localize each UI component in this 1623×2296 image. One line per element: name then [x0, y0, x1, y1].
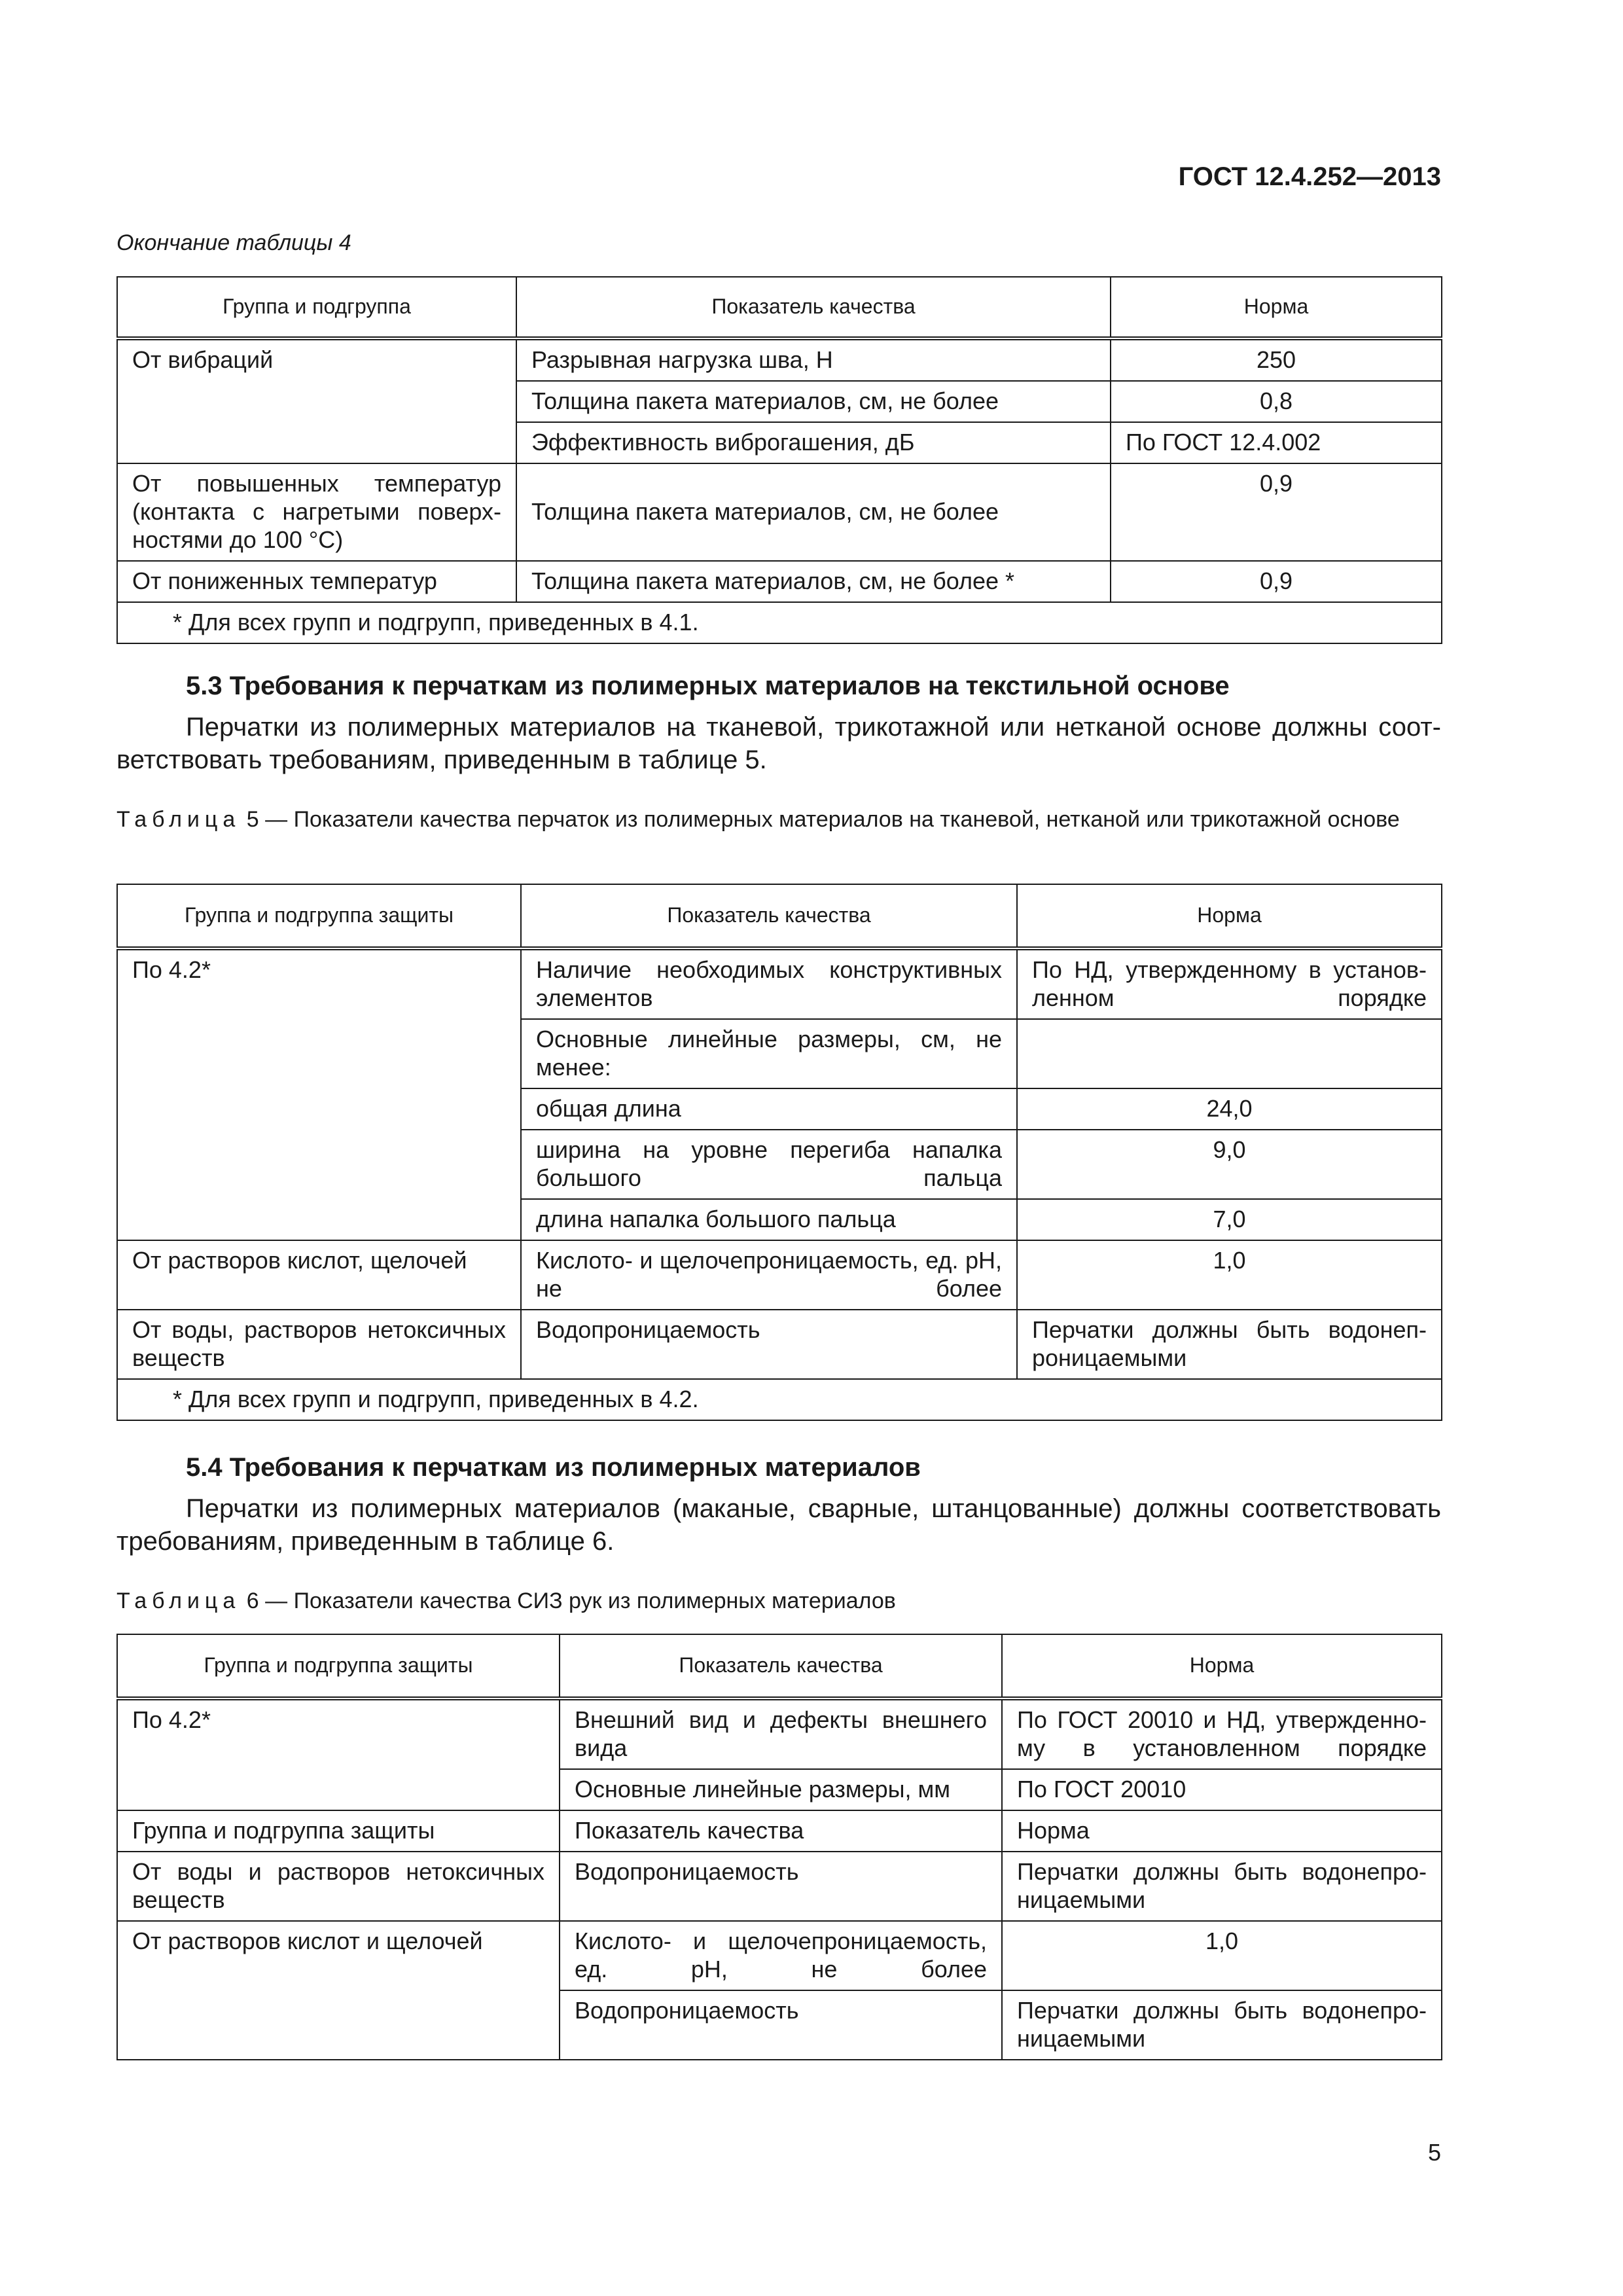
- section-paragraph-5-4: Перчатки из полимерных материалов (маканые, сварные, штанцованные) должны соответствовать требованиям, приведенным в таблице 6.: [116, 1494, 1441, 1556]
- table-row: [117, 1810, 1442, 1852]
- column-header-group: Группа и подгруппа защиты: [117, 884, 521, 948]
- indicator-cell: Толщина пакета материалов, см, не более *: [516, 561, 1111, 602]
- table-label: Таблица: [116, 1588, 241, 1613]
- indicator-cell: Основные линейные размеры, см, не менее:: [521, 1019, 1017, 1088]
- indicator-cell: Основные линейные размеры, мм: [560, 1769, 1002, 1810]
- indicator-cell: Толщина пакета материалов, см, не более: [516, 463, 1111, 561]
- norm-cell: Перчатки должны быть водонепроницаемыми: [1017, 1310, 1442, 1379]
- table4-continuation-caption: Окончание таблицы 4: [116, 230, 351, 255]
- norm-cell: 24,0: [1017, 1088, 1442, 1130]
- table-6: [116, 1634, 1442, 2060]
- column-header-norm: Норма: [1002, 1634, 1442, 1698]
- indicator-cell: длина напалка большого пальца: [521, 1199, 1017, 1240]
- group-cell: По 4.2*: [117, 948, 521, 1240]
- document-page: [116, 0, 1441, 2296]
- table-caption-text: 6 — Показатели качества СИЗ рук из полимерных материалов: [246, 1588, 896, 1613]
- table-footnote: * Для всех групп и подгрупп, приведенных в 4.2.: [117, 1379, 1442, 1420]
- table-row: [117, 1698, 1442, 1769]
- section-heading-5-4: 5.4 Требования к перчаткам из полимерных материалов: [186, 1453, 921, 1482]
- indicator-cell: Водопроницаемость: [560, 1990, 1002, 2060]
- norm-cell: Норма: [1002, 1810, 1442, 1852]
- table-caption-text: 5 — Показатели качества перчаток из полимерных материалов на тканевой, нетканой или трикотажной основе: [246, 807, 1400, 832]
- indicator-cell: Эффективность виброгашения, дБ: [516, 422, 1111, 463]
- norm-cell: 1,0: [1002, 1921, 1442, 1990]
- indicator-cell: Водопроницаемость: [521, 1310, 1017, 1379]
- norm-cell: 7,0: [1017, 1199, 1442, 1240]
- indicator-cell: Разрывная нагрузка шва, Н: [516, 338, 1111, 381]
- norm-cell: 0,8: [1111, 381, 1442, 422]
- column-header-indicator: Показатель качества: [560, 1634, 1002, 1698]
- norm-cell: 250: [1111, 338, 1442, 381]
- group-cell: От воды и растворов нетоксичных веществ: [117, 1852, 560, 1921]
- norm-cell: Перчатки должны быть водонепроницаемыми: [1002, 1852, 1442, 1921]
- table-row: [117, 1240, 1442, 1310]
- norm-cell: По ГОСТ 20010 и НД, утвержденному в установленном порядке: [1002, 1698, 1442, 1769]
- norm-cell: 0,9: [1111, 561, 1442, 602]
- table-row: [117, 561, 1442, 602]
- table-row: [117, 338, 1442, 381]
- norm-cell: По ГОСТ 12.4.002: [1111, 422, 1442, 463]
- table-4-continued: [116, 276, 1442, 644]
- table-footnote-row: [117, 602, 1442, 643]
- table-label: Таблица: [116, 807, 241, 832]
- table-5: [116, 884, 1442, 1421]
- norm-cell: [1017, 1019, 1442, 1088]
- group-cell: От повышенных температур (контакта с нагретыми поверхностями до 100 °С): [117, 463, 516, 561]
- group-cell: Группа и подгруппа защиты: [117, 1810, 560, 1852]
- column-header-norm: Норма: [1111, 277, 1442, 338]
- indicator-cell: Показатель качества: [560, 1810, 1002, 1852]
- column-header-group: Группа и подгруппа защиты: [117, 1634, 560, 1698]
- table-row: [117, 1852, 1442, 1921]
- norm-cell: Перчатки должны быть водонепроницаемыми: [1002, 1990, 1442, 2060]
- group-cell: От растворов кислот, щелочей: [117, 1240, 521, 1310]
- table6-caption: [116, 1587, 1441, 1615]
- group-cell: От растворов кислот и щелочей: [117, 1921, 560, 2060]
- table-row: [117, 1310, 1442, 1379]
- table-row: [117, 1921, 1442, 1990]
- group-cell: По 4.2*: [117, 1698, 560, 1810]
- norm-cell: 9,0: [1017, 1130, 1442, 1199]
- column-header-indicator: Показатель качества: [521, 884, 1017, 948]
- table-row: [117, 463, 1442, 561]
- indicator-cell: Кислото- и щелочепроницаемость, ед. pH, не более: [521, 1240, 1017, 1310]
- table5-caption: [116, 805, 1441, 834]
- norm-cell: По ГОСТ 20010: [1002, 1769, 1442, 1810]
- indicator-cell: Внешний вид и дефекты внешнего вида: [560, 1698, 1002, 1769]
- norm-cell: 0,9: [1111, 463, 1442, 561]
- section-heading-5-3: 5.3 Требования к перчаткам из полимерных материалов на текстильной основе: [186, 672, 1230, 700]
- group-cell: От воды, растворов нетоксичных веществ: [117, 1310, 521, 1379]
- indicator-cell: общая длина: [521, 1088, 1017, 1130]
- indicator-cell: Водопроницаемость: [560, 1852, 1002, 1921]
- table-footnote: * Для всех групп и подгрупп, приведенных в 4.1.: [117, 602, 1442, 643]
- table-row: [117, 948, 1442, 1019]
- norm-cell: По НД, утвержденному в установленном порядке: [1017, 948, 1442, 1019]
- table-footnote-row: [117, 1379, 1442, 1420]
- norm-cell: 1,0: [1017, 1240, 1442, 1310]
- page-number: 5: [1427, 2139, 1441, 2166]
- indicator-cell: ширина на уровне перегиба напалка большого пальца: [521, 1130, 1017, 1199]
- group-cell: От пониженных температур: [117, 561, 516, 602]
- indicator-cell: Толщина пакета материалов, см, не более: [516, 381, 1111, 422]
- document-number: ГОСТ 12.4.252—2013: [1178, 162, 1441, 191]
- indicator-cell: Наличие необходимых конструктивных элементов: [521, 948, 1017, 1019]
- column-header-norm: Норма: [1017, 884, 1442, 948]
- group-cell: От вибраций: [117, 338, 516, 463]
- column-header-indicator: Показатель качества: [516, 277, 1111, 338]
- indicator-cell: Кислото- и щелочепроницаемость, ед. pH, не более: [560, 1921, 1002, 1990]
- column-header-group: Группа и подгруппа: [117, 277, 516, 338]
- section-paragraph-5-3: Перчатки из полимерных материалов на тканевой, трикотажной или нетканой основе должны соответствовать требованиям, приведенным в таблице 5.: [116, 713, 1441, 774]
